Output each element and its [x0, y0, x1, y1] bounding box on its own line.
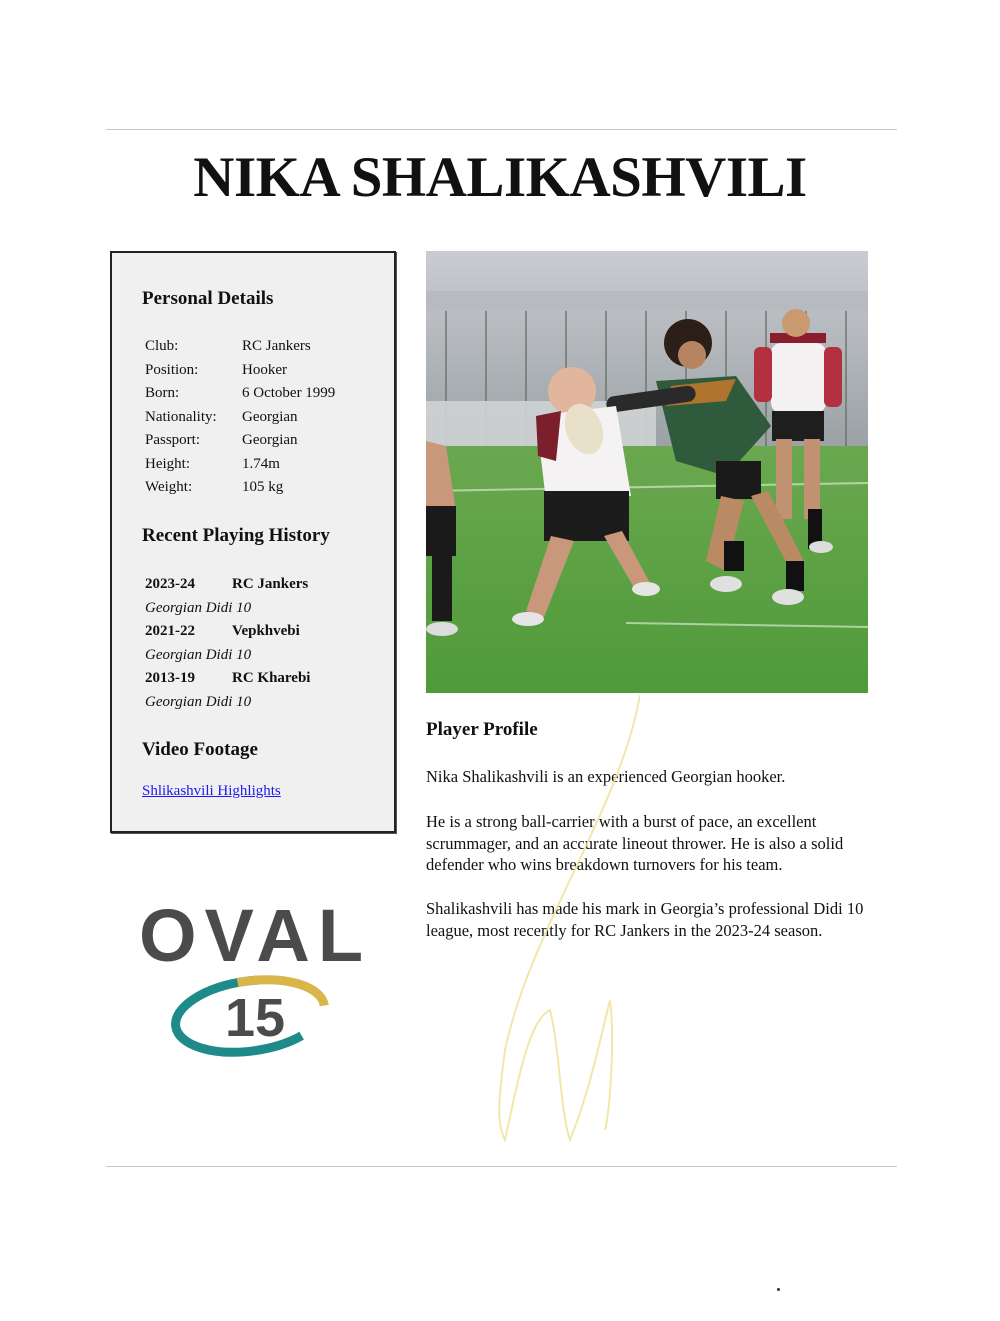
- player-profile-heading: Player Profile: [426, 719, 538, 740]
- page-title: NIKA SHALIKASHVILI: [193, 146, 807, 209]
- logo-number: 15: [224, 988, 286, 1048]
- personal-details-heading: Personal Details: [142, 288, 274, 309]
- detail-label: Weight:: [145, 479, 193, 495]
- history-season: 2013-19: [145, 670, 195, 686]
- history-season: 2023-24: [145, 576, 195, 592]
- history-league: Georgian Didi 10: [145, 646, 252, 663]
- profile-paragraph: Shalikashvili has made his mark in Georgia’s professional Didi 10 league, most recently for RC Jankers in the 2023-24 season.: [426, 899, 864, 940]
- detail-row-height: [145, 453, 335, 477]
- history-league: Georgian Didi 10: [145, 599, 252, 616]
- detail-label: Club:: [145, 338, 179, 354]
- highlights-link[interactable]: Shlikashvili Highlights: [142, 783, 281, 799]
- detail-row-passport: [145, 429, 335, 453]
- playing-history-list: [145, 573, 310, 714]
- detail-value: 105 kg: [242, 479, 284, 495]
- detail-label: Nationality:: [145, 408, 217, 425]
- history-club: RC Jankers: [232, 576, 309, 592]
- detail-label: Height:: [145, 455, 190, 472]
- detail-row-nationality: [145, 406, 335, 430]
- playing-history-heading: Recent Playing History: [142, 525, 330, 546]
- personal-details-list: [145, 335, 335, 500]
- history-entry: [145, 620, 310, 667]
- detail-value: 6 October 1999: [242, 385, 336, 401]
- history-club: RC Kharebi: [232, 670, 311, 686]
- detail-row-position: [145, 359, 335, 383]
- history-entry: [145, 667, 310, 714]
- detail-value: 1.74m: [242, 455, 280, 472]
- profile-paragraph: Nika Shalikashvili is an experienced Georgian hooker.: [426, 767, 786, 786]
- rugby-action-photo: [426, 251, 868, 693]
- history-season: 2021-22: [145, 623, 195, 639]
- detail-label: Passport:: [145, 432, 201, 448]
- detail-row-born: [145, 382, 335, 406]
- history-league: Georgian Didi 10: [145, 693, 252, 710]
- detail-label: Born:: [145, 385, 180, 401]
- detail-row-club: [145, 335, 335, 359]
- sidebar-panel: [110, 251, 396, 833]
- video-footage-heading: Video Footage: [142, 739, 258, 760]
- logo-word: OVAL: [138, 894, 372, 977]
- detail-value: Georgian: [242, 432, 298, 448]
- history-club: Vepkhvebi: [232, 623, 300, 639]
- history-entry: [145, 573, 310, 620]
- detail-value: Georgian: [242, 408, 298, 425]
- oval15-logo: [130, 893, 380, 1063]
- detail-value: Hooker: [242, 361, 287, 378]
- bottom-divider: [106, 1166, 897, 1167]
- stray-dot: [777, 1288, 780, 1291]
- detail-label: Position:: [145, 361, 199, 378]
- profile-paragraph: He is a strong ball-carrier with a burst of pace, an excellent scrummager, and an accurate lineout thrower. He is also a solid defender who wins breakdown turnovers for his team.: [426, 812, 844, 874]
- top-divider: [106, 129, 897, 130]
- detail-row-weight: [145, 476, 335, 500]
- detail-value: RC Jankers: [242, 338, 311, 354]
